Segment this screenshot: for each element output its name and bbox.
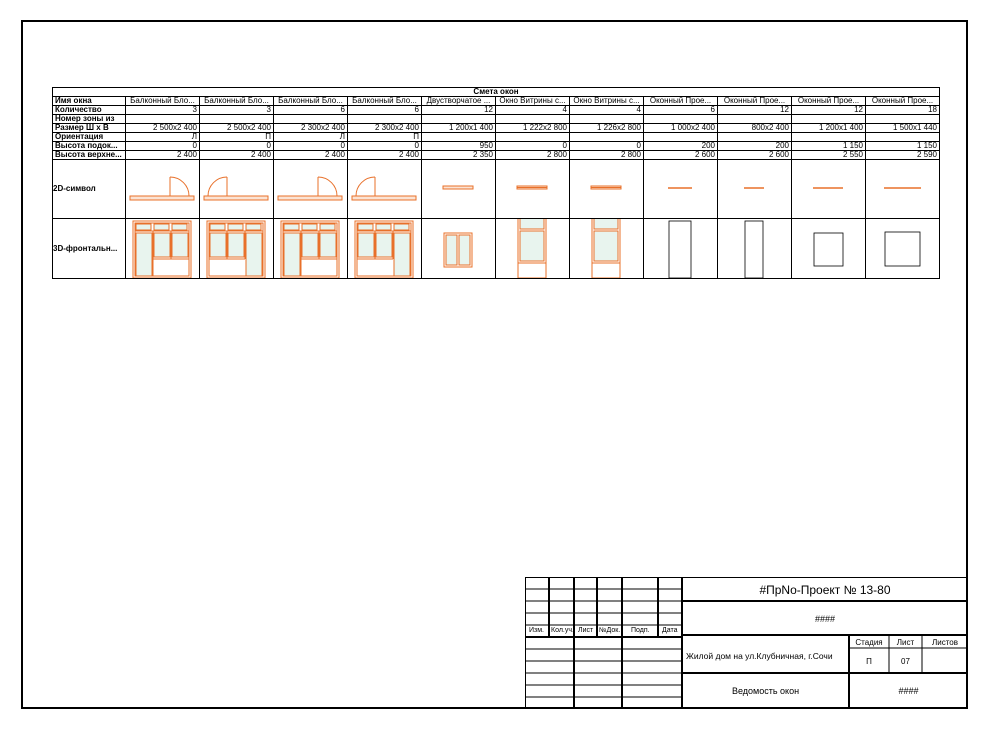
cell-name: Окно Витрины с... (570, 97, 644, 106)
cell-qty: 6 (274, 106, 348, 115)
schedule-title-row (53, 88, 940, 97)
row-label-size: Размер Ш x В (53, 124, 126, 133)
cell-orient: П (200, 133, 274, 142)
cell-name: Балконный Бло... (348, 97, 422, 106)
cell-2d-symbol (274, 160, 348, 219)
cell-sill: 200 (718, 142, 792, 151)
schedule-row-name (53, 97, 940, 106)
cell-qty: 3 (200, 106, 274, 115)
cell-top: 2 590 (866, 151, 940, 160)
sheet-value: 07 (901, 657, 910, 666)
field-hash-bottom: #### (898, 686, 919, 696)
window-2d-symbol (496, 160, 569, 218)
cell-2d-symbol (792, 160, 866, 219)
cell-zone (792, 115, 866, 124)
cell-3d-front (348, 219, 422, 279)
cell-top: 2 550 (792, 151, 866, 160)
cell-qty: 12 (718, 106, 792, 115)
cell-size: 2 300x2 400 (348, 124, 422, 133)
cell-name: Балконный Бло... (126, 97, 200, 106)
window-2d-symbol (570, 160, 643, 218)
cell-orient (644, 133, 718, 142)
title-block (525, 577, 968, 709)
window-3d-front (718, 219, 791, 278)
row-label-2d-symbol: 2D-символ (53, 160, 126, 219)
cell-zone (422, 115, 496, 124)
cell-qty: 18 (866, 106, 940, 115)
window-2d-symbol (866, 160, 939, 218)
cell-top: 2 400 (348, 151, 422, 160)
cell-2d-symbol (422, 160, 496, 219)
window-2d-symbol (644, 160, 717, 218)
cell-zone (126, 115, 200, 124)
cell-orient (718, 133, 792, 142)
cell-3d-front (570, 219, 644, 279)
cell-top: 2 400 (126, 151, 200, 160)
window-2d-symbol (200, 160, 273, 218)
schedule-row-3d-front (53, 219, 940, 279)
stamp-col-podp: Подп. (631, 627, 650, 634)
stamp-col-izm: Изм. (529, 627, 544, 634)
cell-3d-front (866, 219, 940, 279)
cell-size: 1 200x1 400 (422, 124, 496, 133)
cell-top: 2 800 (496, 151, 570, 160)
cell-name: Балконный Бло... (274, 97, 348, 106)
row-label-sill: Высота подок... (53, 142, 126, 151)
cell-size: 1 222x2 800 (496, 124, 570, 133)
stamp-col-list: Лист (578, 627, 594, 634)
cell-3d-front (200, 219, 274, 279)
window-2d-symbol (126, 160, 199, 218)
cell-name: Оконный Прое... (866, 97, 940, 106)
stamp-col-doc: №Док. (599, 627, 621, 634)
cell-sill: 0 (348, 142, 422, 151)
sheets-label: Листов (932, 638, 958, 647)
cell-name: Двустворчатое ... (422, 97, 496, 106)
cell-size: 2 300x2 400 (274, 124, 348, 133)
cell-name: Оконный Прое... (644, 97, 718, 106)
window-3d-front (570, 219, 643, 278)
cell-2d-symbol (570, 160, 644, 219)
window-3d-front (126, 219, 199, 278)
cell-sill: 1 150 (792, 142, 866, 151)
cell-sill: 0 (496, 142, 570, 151)
cell-zone (718, 115, 792, 124)
cell-sill: 0 (570, 142, 644, 151)
cell-sill: 0 (126, 142, 200, 151)
cell-orient (496, 133, 570, 142)
window-schedule-table (52, 87, 940, 279)
cell-3d-front (718, 219, 792, 279)
cell-qty: 12 (792, 106, 866, 115)
cell-3d-front (422, 219, 496, 279)
cell-qty: 6 (348, 106, 422, 115)
cell-zone (496, 115, 570, 124)
window-3d-front (200, 219, 273, 278)
row-label-name: Имя окна (53, 97, 126, 106)
window-3d-front (792, 219, 865, 278)
cell-zone (866, 115, 940, 124)
window-2d-symbol (348, 160, 421, 218)
cell-top: 2 400 (200, 151, 274, 160)
cell-size: 1 500x1 440 (866, 124, 940, 133)
schedule-row-zone (53, 115, 940, 124)
cell-3d-front (274, 219, 348, 279)
field-hash-top: #### (814, 614, 836, 624)
row-label-orient: Ориентация (53, 133, 126, 142)
cell-name: Балконный Бло... (200, 97, 274, 106)
cell-3d-front (792, 219, 866, 279)
cell-zone (274, 115, 348, 124)
cell-3d-front (126, 219, 200, 279)
schedule-row-size (53, 124, 940, 133)
window-2d-symbol (422, 160, 495, 218)
cell-qty: 6 (644, 106, 718, 115)
cell-sill: 200 (644, 142, 718, 151)
cell-top: 2 800 (570, 151, 644, 160)
cell-top: 2 400 (274, 151, 348, 160)
cell-size: 2 500x2 400 (126, 124, 200, 133)
cell-size: 1 200x1 400 (792, 124, 866, 133)
cell-top: 2 600 (644, 151, 718, 160)
window-2d-symbol (718, 160, 791, 218)
cell-2d-symbol (866, 160, 940, 219)
cell-name: Окно Витрины с... (496, 97, 570, 106)
cell-name: Оконный Прое... (718, 97, 792, 106)
cell-size: 2 500x2 400 (200, 124, 274, 133)
cell-size: 800x2 400 (718, 124, 792, 133)
cell-zone (570, 115, 644, 124)
cell-2d-symbol (126, 160, 200, 219)
cell-2d-symbol (496, 160, 570, 219)
cell-2d-symbol (200, 160, 274, 219)
cell-zone (644, 115, 718, 124)
window-3d-front (644, 219, 717, 278)
row-label-zone: Номер зоны из (53, 115, 126, 124)
window-3d-front (348, 219, 421, 278)
cell-sill: 0 (274, 142, 348, 151)
schedule-row-2d-symbol (53, 160, 940, 219)
stamp-col-data: Дата (662, 627, 678, 634)
schedule-row-sill (53, 142, 940, 151)
cell-sill: 950 (422, 142, 496, 151)
cell-top: 2 350 (422, 151, 496, 160)
window-2d-symbol (792, 160, 865, 218)
cell-qty: 3 (126, 106, 200, 115)
cell-top: 2 600 (718, 151, 792, 160)
cell-orient: Л (126, 133, 200, 142)
schedule-row-qty (53, 106, 940, 115)
cell-orient: Л (274, 133, 348, 142)
cell-orient (422, 133, 496, 142)
cell-orient (866, 133, 940, 142)
schedule-title: Смета окон (53, 88, 940, 97)
window-3d-front (496, 219, 569, 278)
cell-sill: 1 150 (866, 142, 940, 151)
cell-3d-front (644, 219, 718, 279)
cell-name: Оконный Прое... (792, 97, 866, 106)
row-label-top: Высота верхне... (53, 151, 126, 160)
schedule-row-orient (53, 133, 940, 142)
stage-label: Стадия (855, 638, 883, 647)
cell-qty: 12 (422, 106, 496, 115)
cell-zone (200, 115, 274, 124)
cell-orient (792, 133, 866, 142)
cell-2d-symbol (348, 160, 422, 219)
row-label-3d-front: 3D-фронтальн... (53, 219, 126, 279)
window-2d-symbol (274, 160, 347, 218)
window-3d-front (274, 219, 347, 278)
building-name: Жилой дом на ул.Клубничная, г.Сочи (686, 651, 833, 661)
cell-2d-symbol (644, 160, 718, 219)
sheet-title: Ведомость окон (731, 686, 800, 696)
window-3d-front (422, 219, 495, 278)
cell-zone (348, 115, 422, 124)
stage-value: П (866, 657, 872, 666)
cell-orient (570, 133, 644, 142)
cell-qty: 4 (570, 106, 644, 115)
cell-2d-symbol (718, 160, 792, 219)
cell-size: 1 000x2 400 (644, 124, 718, 133)
cell-orient: П (348, 133, 422, 142)
schedule-row-top (53, 151, 940, 160)
cell-qty: 4 (496, 106, 570, 115)
sheet-label: Лист (896, 638, 915, 647)
stamp-col-kol-uch: Кол.уч. (551, 627, 574, 634)
window-3d-front (866, 219, 939, 278)
cell-3d-front (496, 219, 570, 279)
cell-sill: 0 (200, 142, 274, 151)
row-label-qty: Количество (53, 106, 126, 115)
project-code: #ПрNo-Проект № 13-80 (759, 583, 891, 597)
cell-size: 1 226x2 800 (570, 124, 644, 133)
